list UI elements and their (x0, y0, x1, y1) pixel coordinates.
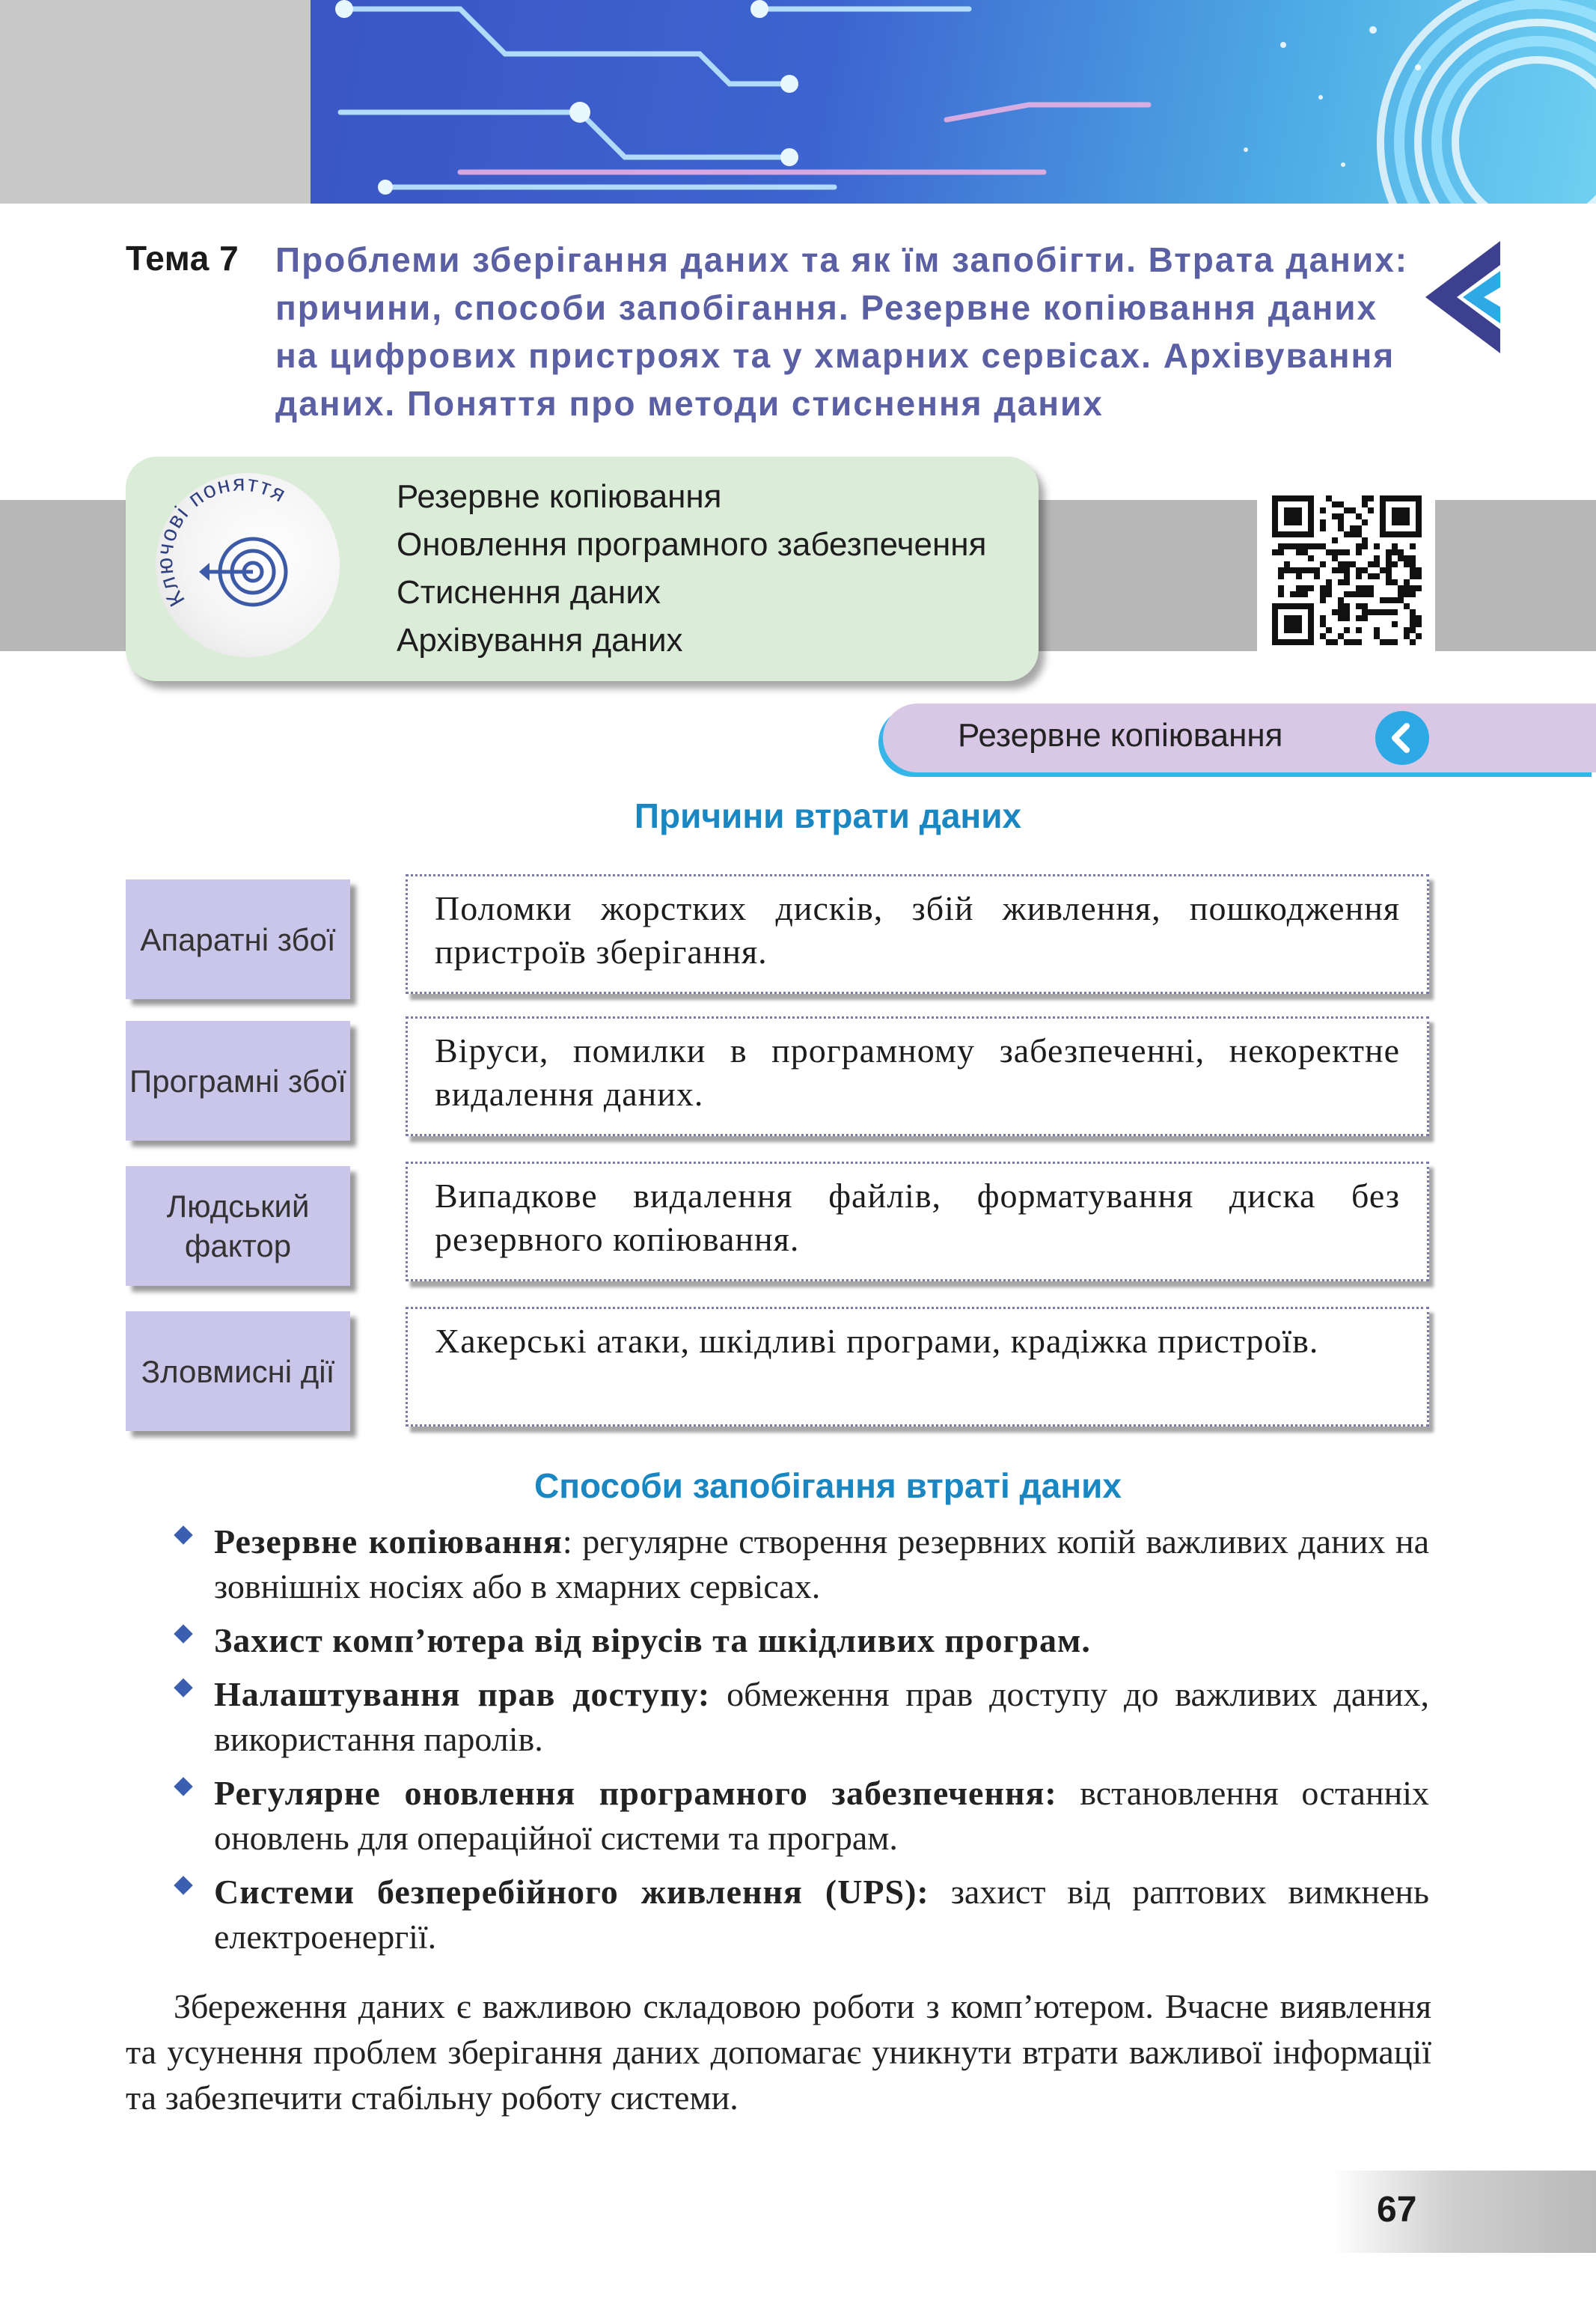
list-item-term: Резервне копіювання (214, 1522, 563, 1561)
prevention-list (172, 1519, 1429, 1968)
gray-band (0, 500, 135, 651)
header-banner (311, 0, 1596, 204)
cause-description: Хакерські атаки, шкідливі програми, крадіжка пристроїв. (406, 1307, 1429, 1427)
list-item-text: обмеження прав доступу до важливих даних, використання паролів. (214, 1675, 1430, 1758)
diamond-bullet-icon (174, 1624, 192, 1643)
list-item-term: Регулярне оновлення програмного забезпечення: (214, 1774, 1057, 1812)
key-concept-item: Резервне копіювання (397, 478, 722, 515)
gray-band (1033, 500, 1257, 651)
cause-description: Поломки жорстких дисків, збій живлення, пошкодження пристроїв зберігання. (406, 874, 1429, 994)
topic-title: Проблеми зберігання даних та як їм запобігти. Втрата даних: причини, способи запобігання. Резервне копіювання даних на цифрових пристроях та у хмарних сервісах. Архівування даних. Поняття про методи стиснення даних (275, 240, 1409, 423)
cause-label: Програмні збої (126, 1021, 350, 1141)
diamond-bullet-icon (174, 1678, 192, 1697)
cause-label: Зловмисні дії (126, 1311, 350, 1431)
list-item-text: захист від раптових вимкнень електроенергії. (214, 1873, 1429, 1956)
list-item (172, 1618, 1429, 1663)
list-item-text: встановлення останніх оновлень для операційної системи та програм. (214, 1774, 1429, 1857)
list-item-text: : регулярне створення резервних копій важливих даних на зовнішніх носіях або в хмарних сервісах. (214, 1522, 1429, 1605)
qr-code[interactable] (1272, 495, 1422, 645)
list-item (172, 1771, 1429, 1861)
diamond-bullet-icon (174, 1525, 192, 1544)
diamond-bullet-icon (174, 1876, 192, 1894)
summary-paragraph: Збереження даних є важливою складовою роботи з комп’ютером. Вчасне виявлення та усунення проблем зберігання даних допомагає уникнути втрати важливої інформації та забезпечити стабільну роботу системи. (126, 1987, 1431, 2117)
circuit-banner (311, 0, 1596, 204)
gray-band (1435, 500, 1596, 651)
page-number: 67 (1377, 2190, 1417, 2230)
causes-heading: Причини втрати даних (634, 796, 1022, 835)
chevron-circle-icon (1375, 711, 1429, 765)
banner-gray-block (0, 0, 311, 204)
footer-bar (1332, 2171, 1596, 2253)
key-concept-item: Оновлення програмного забезпечення (397, 526, 987, 563)
list-item (172, 1870, 1429, 1959)
cause-description: Випадкове видалення файлів, форматування диска без резервного копіювання. (406, 1162, 1429, 1281)
topic-label: Тема 7 (126, 239, 239, 278)
cause-description: Віруси, помилки в програмному забезпеченні, некоректне видалення даних. (406, 1016, 1429, 1136)
section-tab-label: Резервне копіювання (958, 717, 1283, 754)
key-concepts-badge (156, 473, 340, 657)
list-item-term: Системи безперебійного живлення (UPS): (214, 1873, 929, 1911)
list-item (172, 1519, 1429, 1609)
cause-label: Людський фактор (126, 1166, 350, 1286)
key-concept-item: Стиснення даних (397, 574, 661, 611)
chevron-left-icon (1425, 241, 1515, 353)
prevention-heading: Способи запобігання втраті даних (534, 1466, 1122, 1505)
cause-label: Апаратні збої (126, 879, 350, 999)
key-concepts-badge-text: Кл ові поняття (156, 473, 291, 611)
key-concepts-list (397, 473, 986, 665)
list-item (172, 1672, 1429, 1762)
key-concept-item: Архівування даних (397, 622, 683, 659)
list-item-term: Налаштування прав доступу: (214, 1675, 711, 1713)
target-icon (156, 473, 340, 657)
diamond-bullet-icon (174, 1777, 192, 1796)
list-item-term: Захист комп’ютера від вірусів та шкідливих програм. (214, 1621, 1091, 1659)
